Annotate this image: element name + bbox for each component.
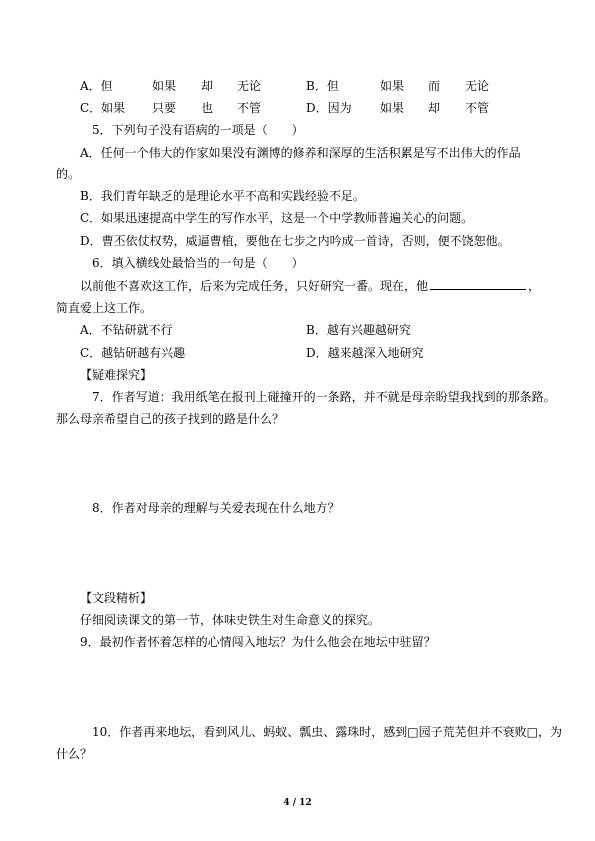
q4-option-d-label: D．因为 [306, 101, 352, 115]
q4-option-b-word2: 而 [428, 79, 441, 93]
q5-option-b: B．我们青年缺乏的是理论水平不高和实践经验不足。 [80, 189, 365, 203]
q4-option-d-word1: 如果 [380, 101, 405, 115]
q6-option-d: D．越来越深入地研究 [306, 346, 424, 360]
q10-line2: 什么？ [56, 747, 93, 761]
q6-passage-text: 以前他不喜欢这工作，后来为完成任务，只好研究一番。现在，他 [80, 279, 429, 293]
section-heading-difficult-inquiry: 【疑难探究】 [80, 368, 153, 382]
q4-option-b-word1: 如果 [380, 79, 405, 93]
q4-option-a-word1: 如果 [152, 79, 177, 93]
q4-option-a-word2: 却 [201, 79, 214, 93]
q6-option-c: C．越钻研越有兴趣 [80, 346, 186, 360]
q4-option-c-word3: 不管 [237, 101, 262, 115]
q4-option-b-label: B．但 [306, 79, 339, 93]
q4-option-b-word3: 无论 [465, 79, 490, 93]
q4-option-c-word2: 也 [201, 101, 214, 115]
q4-option-c-word1: 只要 [152, 101, 177, 115]
q7-line1: 7．作者写道：我用纸笔在报刊上碰撞开的一条路，并不就是母亲盼望我找到的那条路。 [92, 390, 556, 404]
q4-option-a-label: A．但 [80, 79, 113, 93]
q5-option-c: C．如果迅速提高中学生的写作水平，这是一个中学教师普遍关心的问题。 [80, 211, 474, 225]
q5-option-a-line1: A．任何一个伟大的作家如果没有渊博的修养和深厚的生活积累是写不出伟大的作品 [80, 146, 521, 160]
q5-option-a-line2: 的。 [56, 167, 81, 181]
section-intro: 仔细阅读课文的第一节，体味史铁生对生命意义的探究。 [80, 613, 381, 627]
q9: 9．最初作者怀着怎样的心情闯入地坛？为什么他会在地坛中驻留？ [80, 635, 436, 649]
q5-option-d: D．曹丕依仗权势，威逼曹植，要他在七步之内吟成一首诗，否则，便不饶恕他。 [80, 234, 510, 248]
q6-passage-line2: 简直爱上这工作。 [56, 301, 153, 315]
q6-answer-blank [430, 278, 526, 290]
q4-option-d-word3: 不管 [465, 101, 490, 115]
page-number: 4 / 12 [283, 798, 312, 808]
q4-option-a-word3: 无论 [237, 79, 262, 93]
q6-passage-line1 [80, 278, 540, 294]
section-heading-passage-analysis: 【文段精析】 [80, 591, 153, 605]
q6-option-b: B．越有兴趣越研究 [306, 323, 411, 337]
q8: 8．作者对母亲的理解与关爱表现在什么地方？ [92, 501, 340, 515]
q4-option-d-word2: 却 [428, 101, 441, 115]
q5-stem: 5．下列句子没有语病的一项是（ ） [92, 123, 304, 137]
q6-passage-comma: ， [528, 279, 541, 293]
q7-line2: 那么母亲希望自己的孩子找到的路是什么？ [56, 412, 285, 426]
q6-option-a: A．不钻研就不行 [80, 323, 173, 337]
q4-option-c-label: C．如果 [80, 101, 126, 115]
q10-line1: 10．作者再来地坛，看到风儿、蚂蚁、瓢虫、露珠时，感到□园子荒芜但并不衰败□，为 [92, 725, 562, 739]
q6-stem: 6．填入横线处最恰当的一句是（ ） [92, 256, 304, 270]
